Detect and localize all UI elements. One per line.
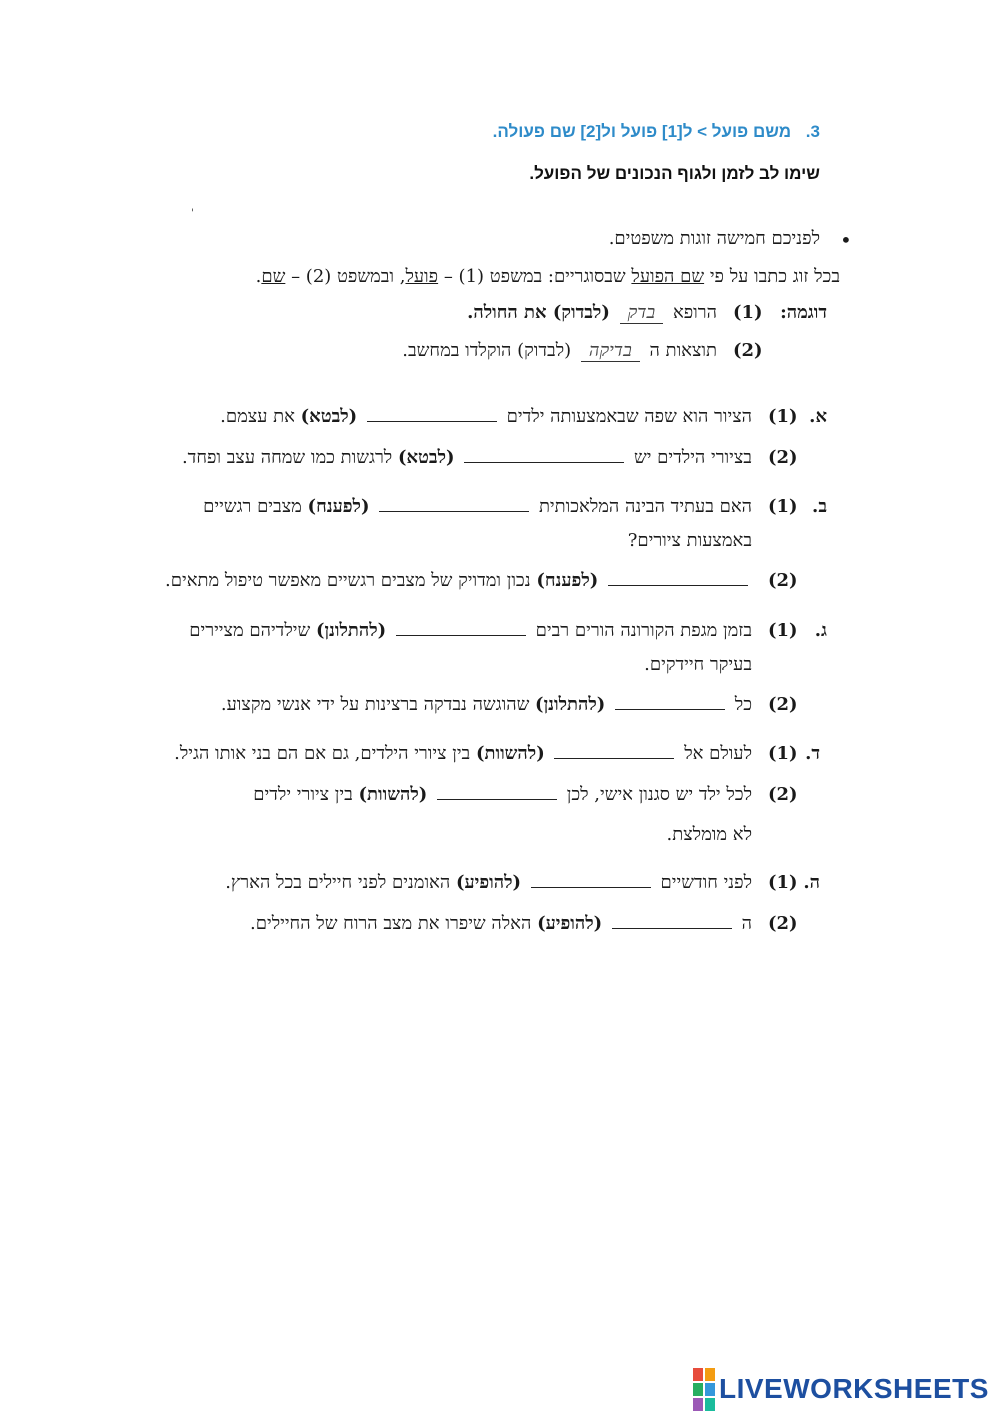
intro-text: . [255, 266, 262, 287]
answer-blank[interactable] [554, 744, 674, 759]
item-d-sentence-2-cont: לא מומלצת. [666, 824, 752, 845]
sentence-text: שהוגשה נבדקה ברצינות על ידי אנשי מקצוע. [220, 694, 530, 715]
item-letter: ג. [814, 620, 827, 641]
sentence-number: (2) [768, 447, 798, 468]
sentence-text: לרגשות כמו שמחה עצב ופחד. [181, 447, 393, 468]
answer-blank[interactable] [437, 785, 557, 800]
example-s1-pre: הרופא [672, 302, 717, 323]
intro-line-1: לפניכם חמישה זוגות משפטים. [608, 228, 820, 249]
example-s1-number: (1) [733, 302, 763, 323]
item-b-sentence-2 [165, 570, 752, 591]
sentence-text: לכל ילד יש סגנון אישי, לכן [566, 784, 752, 805]
item-b-sentence-1 [203, 496, 752, 517]
exercise-title-text: משם פועל > ל[1] פועל ול[2] שם פעולה. [492, 122, 792, 141]
brand-name: LIVEWORKSHEETS [719, 1373, 989, 1404]
logo-tile [693, 1383, 703, 1396]
example-s2-post: (לבדוק) הוקלדו במחשב. [402, 340, 572, 361]
example-sentence-2 [402, 340, 717, 361]
sentence-text: בזמן מגפת הקורונה הורים רבים [535, 620, 752, 641]
exercise-subtitle: שימו לב לזמן ולגוף הנכונים של הפועל. [529, 164, 820, 183]
example-s2-pre: תוצאות ה [649, 340, 717, 361]
item-c-sentence-1-cont: בעיקר חיידקים. [644, 654, 752, 675]
answer-blank[interactable] [615, 695, 725, 710]
infinitive-hint: (להופיע) [537, 913, 603, 934]
infinitive-hint: (להשוות) [475, 743, 545, 764]
infinitive-hint: (להשוות) [358, 784, 428, 805]
item-c-sentence-2 [221, 694, 752, 715]
sentence-text: הציור הוא שפה שבאמצעותה ילדים [506, 406, 752, 427]
item-c-sentence-1 [189, 620, 752, 641]
infinitive-hint: (לבטא) [397, 447, 455, 468]
scan-speck: ' [191, 208, 194, 219]
sentence-number: (1) [768, 872, 798, 893]
sentence-text: בין ציורי הילדים, גם אם הם בני אותו הגיל. [174, 743, 471, 764]
example-label: דוגמה: [780, 302, 827, 323]
item-b-sentence-1-cont: באמצעות ציורים? [627, 530, 752, 551]
infinitive-hint: (להתלונן) [315, 620, 387, 641]
item-e-sentence-2 [250, 913, 752, 934]
liveworksheets-logo[interactable] [693, 1372, 988, 1406]
sentence-number: (1) [768, 496, 798, 517]
exercise-title [493, 122, 820, 142]
sentence-number: (2) [768, 784, 798, 805]
sentence-number: (1) [768, 406, 798, 427]
answer-blank[interactable] [531, 873, 651, 888]
answer-blank[interactable] [367, 407, 497, 422]
answer-blank[interactable] [464, 448, 624, 463]
item-a-sentence-2 [182, 447, 752, 468]
bullet-dot: • [840, 228, 852, 252]
infinitive-hint: (לבטא) [300, 406, 358, 427]
intro-text: שבסוגריים: במשפט (1) – [438, 266, 632, 287]
item-letter: א. [809, 406, 827, 427]
intro-underline-verb: פועל [405, 266, 439, 287]
item-letter: ב. [812, 496, 827, 517]
sentence-text: בין ציורי ילדים [253, 784, 353, 805]
intro-underline-infinitive: שם הפועל [631, 266, 705, 287]
example-sentence-1 [467, 302, 717, 323]
item-letter: ה. [803, 872, 820, 893]
sentence-text: לפני חודשיים [660, 872, 752, 893]
logo-icon [693, 1368, 715, 1411]
logo-tile [693, 1368, 703, 1381]
sentence-text: בציורי הילדים יש [633, 447, 752, 468]
intro-underline-noun: שם [261, 266, 286, 287]
sentence-text: לעולם אל [684, 743, 752, 764]
sentence-text: האומנים לפני חיילים בכל הארץ. [225, 872, 451, 893]
sentence-text: שילדיהם מציירים [189, 620, 311, 641]
sentence-text: כל [734, 694, 752, 715]
sentence-number: (2) [768, 694, 798, 715]
item-d-sentence-2 [253, 784, 752, 805]
sentence-text: ה [741, 913, 752, 934]
sentence-number: (2) [768, 570, 798, 591]
item-d-sentence-1 [174, 743, 752, 764]
intro-text: , ובמשפט (2) – [285, 266, 406, 287]
item-letter: ד. [805, 743, 820, 764]
answer-blank[interactable] [612, 914, 732, 929]
answer-blank[interactable] [379, 497, 529, 512]
logo-tile [705, 1383, 715, 1396]
intro-text: בכל זוג כתבו על פי [704, 266, 840, 287]
logo-tile [705, 1368, 715, 1381]
infinitive-hint: (לפענח) [536, 570, 599, 591]
answer-blank[interactable] [608, 571, 748, 586]
example-s2-answer: בדיקה [581, 340, 640, 362]
example-s1-post: (לבדוק) את החולה. [467, 302, 610, 323]
logo-tile [693, 1398, 703, 1411]
example-s2-number: (2) [733, 340, 763, 361]
exercise-number: 3. [805, 122, 820, 141]
intro-line-2 [256, 266, 840, 287]
sentence-text: את עצמם. [220, 406, 295, 427]
sentence-number: (2) [768, 913, 798, 934]
sentence-number: (1) [768, 620, 798, 641]
sentence-text: האם בעתיד הבינה המלאכותית [538, 496, 752, 517]
answer-blank[interactable] [396, 621, 526, 636]
sentence-text: נכון ומדויק של מצבים רגשיים מאפשר טיפול מתאים. [165, 570, 531, 591]
item-e-sentence-1 [225, 872, 752, 893]
infinitive-hint: (להופיע) [455, 872, 522, 893]
infinitive-hint: (לפענח) [307, 496, 370, 517]
sentence-number: (1) [768, 743, 798, 764]
logo-tile [705, 1398, 715, 1411]
infinitive-hint: (להתלונן) [535, 694, 606, 715]
example-s1-answer: בדק [620, 302, 664, 324]
sentence-text: מצבים רגשיים [203, 496, 302, 517]
item-a-sentence-1 [220, 406, 752, 427]
sentence-text: האלה שיפרו את מצב הרוח של החיילים. [250, 913, 532, 934]
